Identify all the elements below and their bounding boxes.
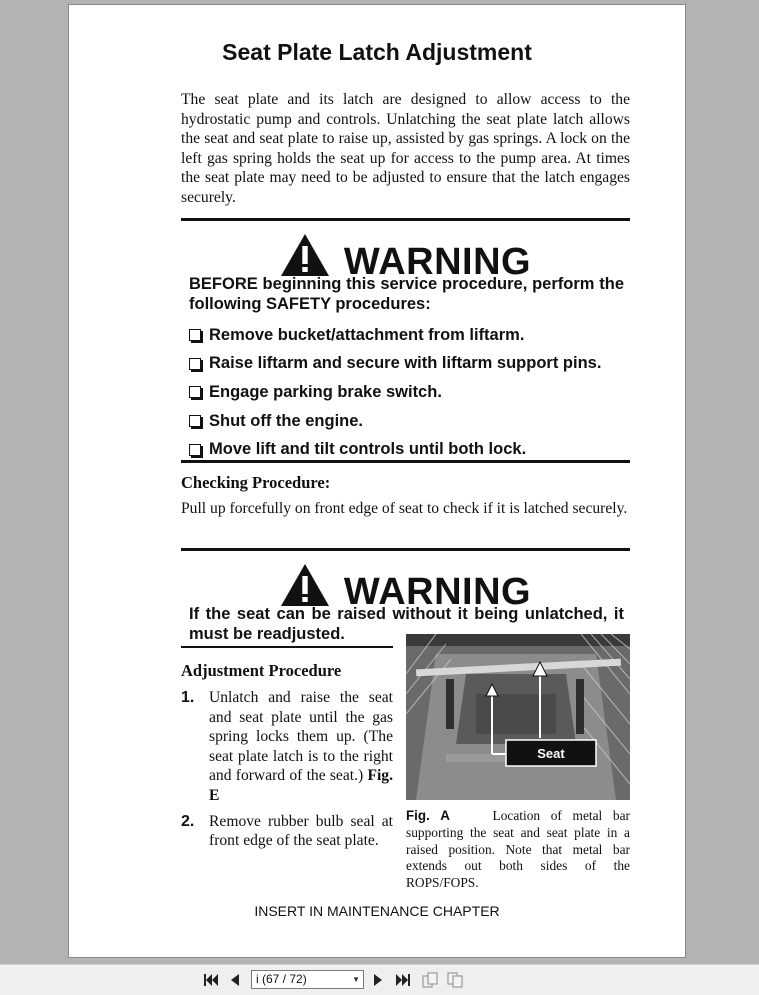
figure-caption-text: Location of metal bar supporting the seat and seat plate in a raised position. Note that metal bar extends out both sides of the ROPS/FOPS.	[406, 808, 630, 891]
divider	[181, 218, 630, 221]
step-number: 1.	[181, 689, 195, 706]
figure-caption	[406, 808, 630, 892]
checkbox-icon	[189, 386, 201, 398]
checkbox-icon	[189, 358, 201, 370]
last-page-button[interactable]	[394, 971, 412, 989]
divider	[181, 548, 630, 551]
first-page-icon	[203, 973, 219, 987]
two-page-view-button[interactable]	[446, 971, 464, 989]
warning-title: WARNING	[343, 241, 532, 283]
warning-triangle-icon	[280, 233, 330, 277]
list-item	[181, 688, 393, 806]
checkbox-icon	[189, 444, 201, 456]
seat-frame-photo	[406, 634, 630, 800]
checklist-item: Engage parking brake switch.	[189, 378, 629, 407]
adjustment-procedure-heading: Adjustment Procedure	[181, 661, 342, 680]
single-page-view-icon	[422, 972, 438, 988]
single-page-view-button[interactable]	[421, 971, 439, 989]
two-page-view-icon	[447, 972, 463, 988]
last-page-icon	[395, 973, 411, 987]
page-title: Seat Plate Latch Adjustment	[222, 39, 532, 65]
checklist-item: Raise liftarm and secure with liftarm support pins.	[189, 350, 629, 379]
figure-photo	[406, 634, 630, 800]
step-number: 2.	[181, 812, 195, 830]
checking-procedure-text: Pull up forcefully on front edge of seat to check if it is latched securely.	[181, 500, 628, 517]
page-number-select[interactable]	[251, 970, 364, 989]
next-page-button[interactable]	[369, 971, 387, 989]
divider	[181, 646, 393, 648]
checklist-item: Remove bucket/attachment from liftarm.	[189, 321, 629, 350]
intro-paragraph: The seat plate and its latch are designed to allow access to the hydrostatic pump and controls. Unlatching the seat plate latch allows the seat and seat plate to raise up, assisted by gas springs. A lock on the left gas spring holds the seat up for access to the pump area. At times the seat plate may need to be adjusted to ensure that the latch engages securely.	[181, 91, 630, 206]
pdf-toolbar	[0, 964, 759, 995]
page-footer: INSERT IN MAINTENANCE CHAPTER	[254, 903, 500, 919]
step-text: Remove rubber bulb seal at front edge of the seat plate.	[209, 812, 393, 850]
warning-title: WARNING	[343, 571, 532, 613]
checkbox-icon	[189, 329, 201, 341]
document-page	[68, 4, 686, 958]
next-page-icon	[372, 973, 384, 987]
step-text: Unlatch and raise the seat and seat plate until the gas spring locks them up. (The seat plate latch is to the right and forward of the seat.)	[209, 689, 393, 785]
warning-header	[181, 557, 630, 613]
safety-checklist	[189, 321, 629, 464]
chevron-down-icon: ▼	[352, 975, 360, 984]
warning-text: If the seat can be raised without it being unlatched, it must be readjusted.	[189, 605, 624, 643]
page-indicator: i (67 / 72)	[256, 972, 307, 986]
adjustment-steps	[181, 688, 393, 857]
checkbox-icon	[189, 415, 201, 427]
checking-procedure-heading: Checking Procedure:	[181, 473, 331, 492]
warning-text: BEFORE beginning this service procedure, perform the following SAFETY procedures:	[189, 275, 624, 313]
figure-label: Seat	[537, 746, 565, 761]
checklist-item: Move lift and tilt controls until both lock.	[189, 435, 629, 464]
previous-page-button[interactable]	[226, 971, 244, 989]
warning-triangle-icon	[280, 563, 330, 607]
checklist-item: Shut off the engine.	[189, 407, 629, 436]
figure-reference: Fig. E	[209, 767, 394, 804]
list-item	[181, 812, 393, 851]
warning-header	[181, 227, 630, 283]
figure-caption-label: Fig. A	[406, 808, 450, 823]
previous-page-icon	[229, 973, 241, 987]
first-page-button[interactable]	[202, 971, 220, 989]
divider	[181, 460, 630, 463]
